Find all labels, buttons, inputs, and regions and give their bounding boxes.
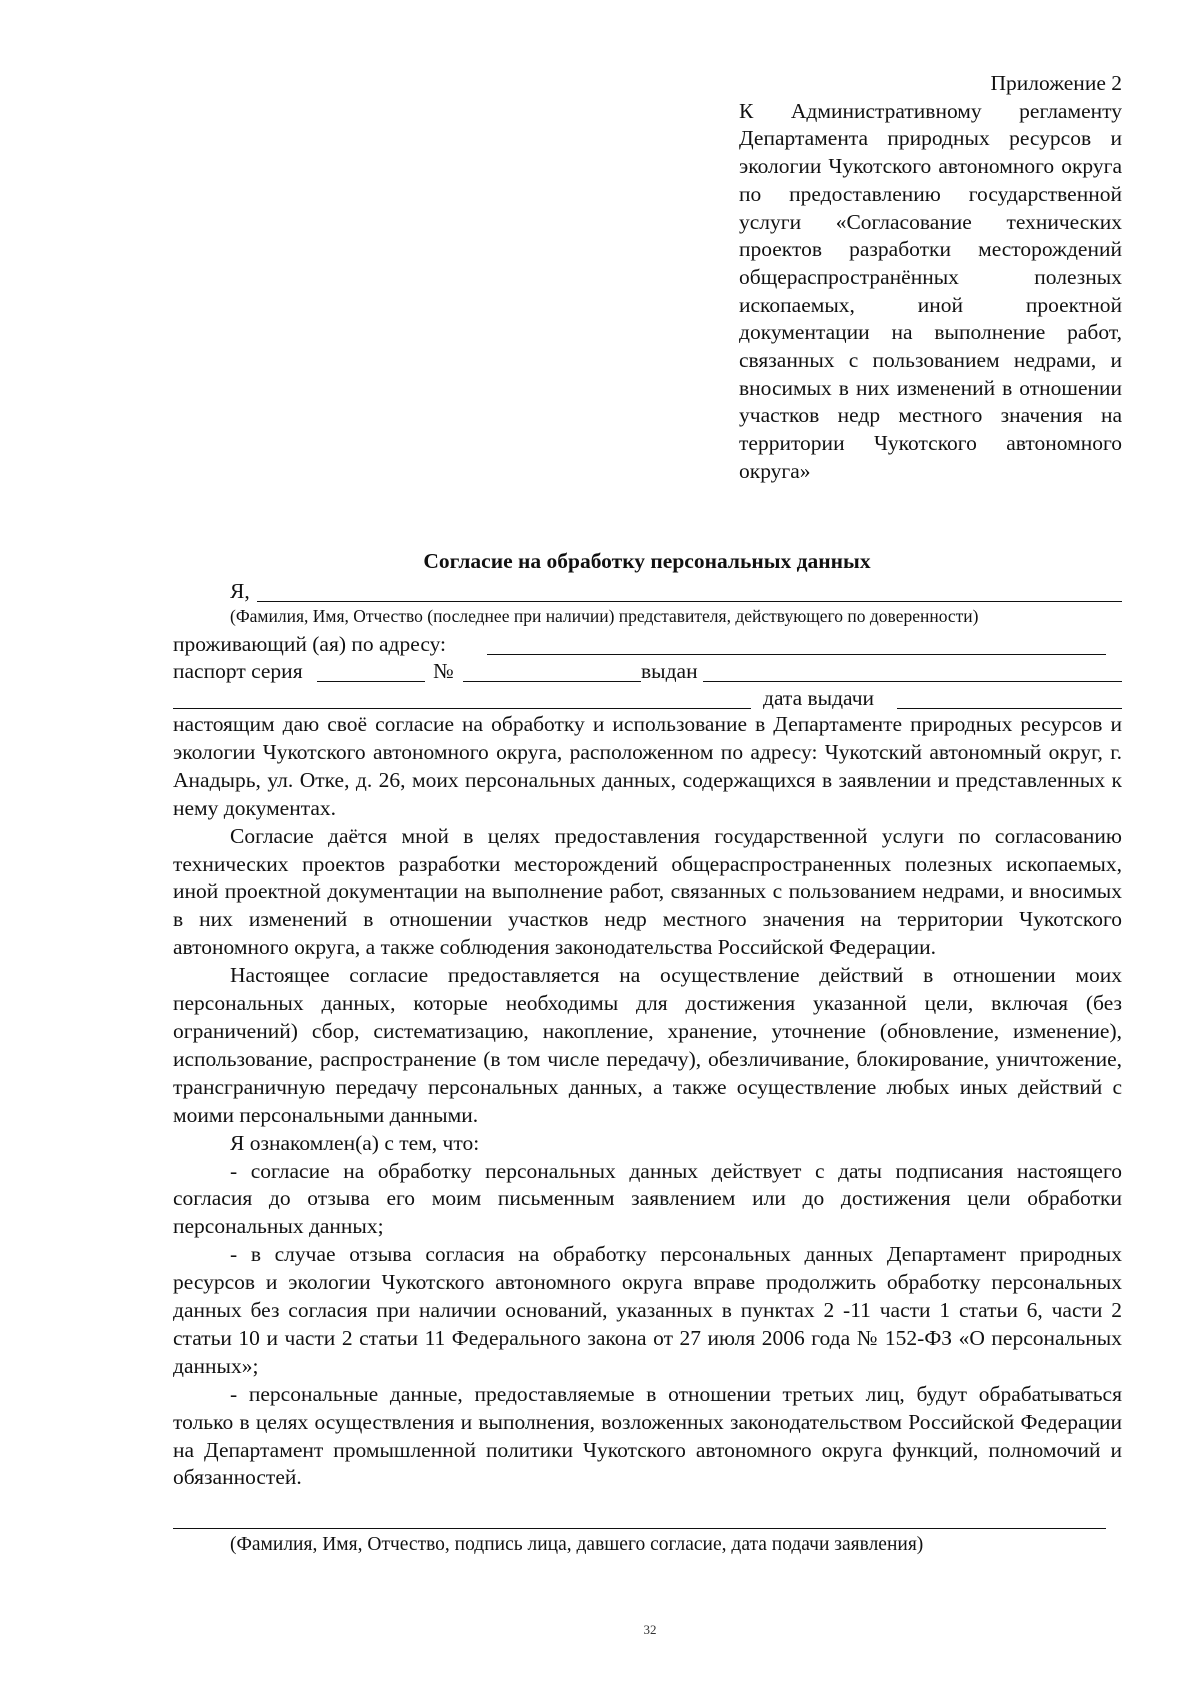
name-field-line[interactable] [257, 601, 1122, 602]
paragraph-third-parties: - персональные данные, предоставляемые в отношении третьих лиц, будут обрабатываться только в целях осуществления и выполнения, возложенных законодательством Российской Федерации на Департамент промышленной политики Чукотского автономного округа функций, полномочий и обязанностей. [173, 1381, 1122, 1490]
passport-series-label: паспорт серия [173, 659, 303, 683]
signature-caption: (Фамилия, Имя, Отчество, подпись лица, давшего согласие, дата подачи заявления) [230, 1534, 924, 1555]
page-number: 32 [643, 1622, 657, 1637]
paragraph-actions: Настоящее согласие предоставляется на осуществление действий в отношении моих персональных данных, которые необходимы для достижения указанной цели, включая (без ограничений) сбор, систематизацию, накопление, хранение, уточнение (обновление, изменение), использование, распространение (в том числе передачу), обезличивание, блокирование, уничтожение, трансграничную передачу персональных данных, а также осуществление любых иных действий с моими персональными данными. [173, 963, 1122, 1127]
paragraph-purpose: Согласие даётся мной в целях предоставления государственной услуги по согласованию технических проектов разработки месторождений общераспространенных полезных ископаемых, иной проектной документации на выполнение работ, связанных с пользованием недрами, и вносимых в них изменений в отношении участков недр местного значения на территории Чукотского автономного округа, а также соблюдения законодательства Российской Федерации. [173, 823, 1122, 960]
passport-series-field-line[interactable] [317, 681, 425, 682]
consent-text [173, 711, 1122, 1492]
issued-continuation-line[interactable] [173, 708, 751, 709]
name-caption: (Фамилия, Имя, Отчество (последнее при наличии) представителя, действующего по доверенности) [230, 606, 979, 626]
document-title: Согласие на обработку персональных данных [423, 549, 871, 573]
passport-row [173, 657, 1122, 685]
appendix-block [739, 70, 1122, 486]
passport-number-label: № [433, 659, 454, 683]
appendix-text: К Административному регламенту Департамента природных ресурсов и экологии Чукотского автономного округа по предоставлению государственной услуги «Согласование технических проектов разработки месторождений общераспространённых полезных ископаемых, иной проектной документации на выполнение работ, связанных с пользованием недрами, и вносимых в них изменений в отношении участков недр местного значения на территории Чукотского автономного округа» [739, 98, 1122, 483]
paragraph-consent-intro: настоящим даю своё согласие на обработку и использование в Департаменте природных ресурсов и экологии Чукотского автономного округа, расположенном по адресу: Чукотский автономный округ, г. Анадырь, ул. Отке, д. 26, моих персональных данных, содержащихся в заявлении и представленных к нему документах. [173, 712, 1122, 820]
issue-date-row [173, 684, 1122, 712]
name-row [173, 577, 1122, 605]
issued-label: выдан [641, 659, 698, 683]
issued-field-line[interactable] [703, 681, 1122, 682]
paragraph-withdrawal: - в случае отзыва согласия на обработку персональных данных Департамент природных ресурсов и экологии Чукотского автономного округа вправе продолжить обработку персональных данных без согласия при наличии оснований, указанных в пунктах 2 -11 части 1 статьи 6, части 2 статьи 10 и части 2 статьи 11 Федерального закона от 27 июля 2006 года № 152-ФЗ «О персональных данных»; [173, 1242, 1122, 1378]
address-row [173, 630, 1122, 658]
issue-date-label: дата выдачи [763, 686, 875, 710]
address-label: проживающий (ая) по адресу: [173, 632, 447, 656]
appendix-title: Приложение 2 [990, 71, 1122, 95]
address-field-line[interactable] [487, 654, 1106, 655]
passport-number-field-line[interactable] [463, 681, 641, 682]
paragraph-validity: - согласие на обработку персональных данных действует с даты подписания настоящего согласия до отзыва его моим письменным заявлением или до достижения цели обработки персональных данных; [173, 1158, 1122, 1239]
issue-date-field-line[interactable] [897, 708, 1122, 709]
signature-line[interactable] [173, 1528, 1106, 1529]
paragraph-acknowledged: Я ознакомлен(а) с тем, что: [230, 1130, 480, 1155]
name-label: Я, [230, 579, 250, 603]
